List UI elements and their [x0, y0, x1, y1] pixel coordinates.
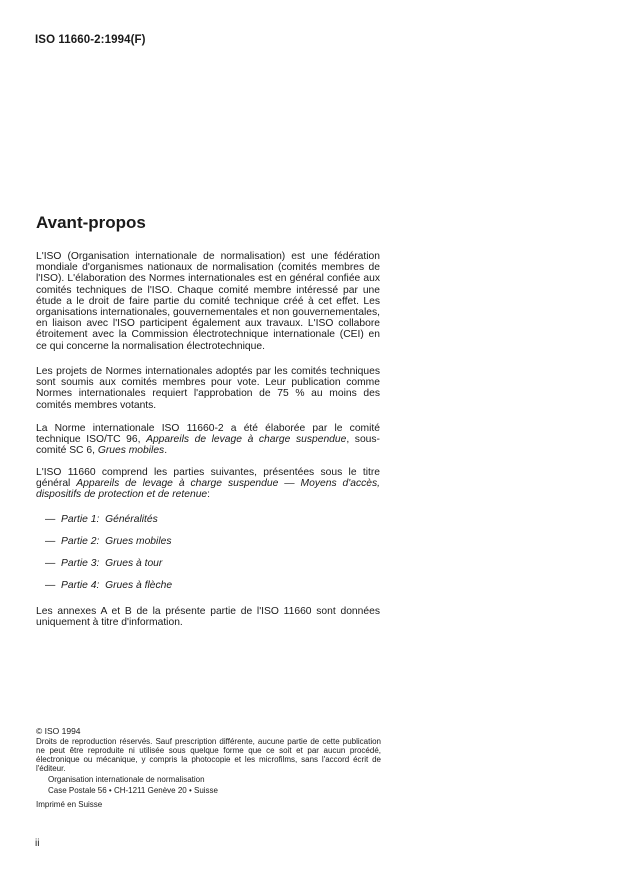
copyright-footer: [36, 727, 381, 809]
general-title: Appareils de levage à charge suspendue — Moyens d'accès, dispositifs de protection et de retenue: [36, 478, 380, 501]
section-title: Avant-propos: [36, 213, 146, 232]
text-run: .: [164, 445, 168, 457]
paragraph-parts-intro: [36, 467, 380, 501]
dash: —: [45, 536, 56, 547]
document-id: ISO 11660-2:1994(F): [35, 34, 146, 46]
part-title: Généralités: [105, 514, 158, 525]
text-run: La Norme internationale ISO 11660-2 a été élaborée par le comité technique ISO/TC 96,: [36, 423, 380, 446]
list-item: [45, 580, 172, 602]
subcommittee-title: Grues mobiles: [97, 445, 165, 457]
text-run: L'ISO 11660 comprend les parties suivantes, présentées sous le titre général: [36, 467, 380, 490]
part-title: Grues à tour: [105, 558, 163, 569]
list-item: [45, 558, 172, 580]
dash: —: [45, 580, 56, 591]
part-label: Partie 2:: [61, 536, 100, 547]
part-label: Partie 1:: [61, 514, 100, 525]
rights-statement: Droits de reproduction réservés. Sauf prescription différente, aucune partie de cette publication ne peut être reproduite ni utilisée sous quelque forme que ce soit et par aucun procédé, électronique ou mécanique, y compris la photocopie et les microfilms, sans l'accord écrit de l'éditeur.: [36, 737, 381, 773]
committee-title: Appareils de levage à charge suspendue: [146, 434, 347, 446]
page-number: ii: [35, 838, 40, 849]
paragraph-elaboration: [36, 423, 380, 457]
dash: —: [45, 514, 56, 525]
part-label: Partie 3:: [61, 558, 100, 569]
list-item: [45, 514, 172, 536]
part-title: Grues mobiles: [105, 536, 172, 547]
paragraph-annexes: Les annexes A et B de la présente partie de l'ISO 11660 sont données uniquement à titre d'information.: [36, 606, 380, 629]
paragraph-voting: Les projets de Normes internationales adoptés par les comités techniques sont soumis aux comités membres pour vote. Leur publication comme Normes internationales requiert l'approbation de 75 % au moins des comités membres votants.: [36, 366, 380, 411]
text-run: :: [207, 489, 211, 501]
organisation-address: Case Postale 56 • CH-1211 Genève 20 • Suisse: [48, 786, 218, 795]
list-item: [45, 536, 172, 558]
copyright-notice: © ISO 1994: [36, 726, 81, 736]
organisation-name: Organisation internationale de normalisation: [48, 775, 205, 784]
part-title: Grues à flèche: [105, 580, 173, 591]
parts-list: [45, 514, 172, 602]
paragraph-iso-intro: L'ISO (Organisation internationale de normalisation) est une fédération mondiale d'organismes nationaux de normalisation (comités membres de l'ISO). L'élaboration des Normes internationales est en général confiée aux comités techniques de l'ISO. Chaque comité membre intéressé par une étude a le droit de faire partie du comité technique créé à cet effet. Les organisations internationales, gouvernementales et non gouvernementales, en liaison avec l'ISO participent également aux travaux. L'ISO collabore étroitement avec la Commission électrotechnique internationale (CEI) en ce qui concerne la normalisation électrotechnique.: [36, 251, 380, 352]
dash: —: [45, 558, 56, 569]
printed-in: Imprimé en Suisse: [36, 800, 103, 809]
part-label: Partie 4:: [61, 580, 100, 591]
text-run: , sous-comité SC 6,: [36, 434, 380, 457]
